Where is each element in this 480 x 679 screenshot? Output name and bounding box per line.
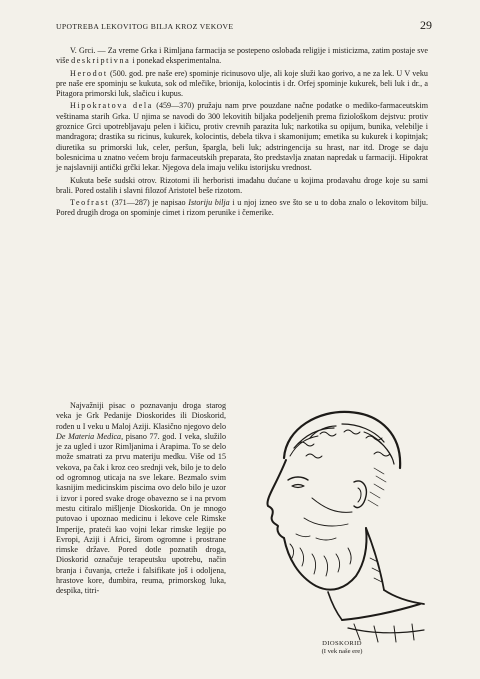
- teofrast-book-title: Istoriju bilja: [188, 198, 230, 208]
- greeks-label: V. Grci.: [70, 46, 96, 55]
- paragraph-greeks: [56, 46, 428, 67]
- dioskorid-book-title: De Materia Medica,: [56, 431, 124, 441]
- paragraph-hippocrates: [56, 101, 428, 173]
- dioskorid-text-a: Najvažniji pisac o poznavanju droga starog veka je Grk Pedanije Dioskorides ili Dioskorid, rođen u I veku u Maloj Aziji. Klasično njegovo delo: [56, 401, 226, 431]
- paragraph-herodot: [56, 69, 428, 100]
- dioskorid-text-b: pisano 77. god. I veka, služilo je za ugled i uzor Rimljanima i Arapima. To se delo može smatrati za prvu materiju medku. Više od 15 vekova, pa čak i kroz ceo srednji vek, bilo je to delo od ogromnog uticaja na sve lekare. Bezmalo svim kasnijim medicinskim piscima ovo delo bilo je uzor i izvor i pored svake droge obavezno se i na prvom mestu citiralo mišljenje Dioskorida. On je mnogo putovao i upoznao medicinu i lekove cele Rimske Imperije, prateći kao vojni lekar rimske legije po Evropi, Aziji i Africi, širom ogromne i prostrane rimske države. Pored dotle poznatih droga, Dioskorid označuje terapeutsku upotrebu, način branja i čuvanja, crteže i falsifikate još i odoljena, hrastove kore, đumbira, reuma, primorskog luka, despika, titri-: [56, 431, 226, 596]
- main-text-column: [56, 46, 428, 221]
- herodot-name: Herodot: [70, 68, 108, 78]
- kukuta-text: Kukuta beše sudski otrov. Rizotomi ili herboristi imađahu dućane u kojima prodavahu droge koje su sami brali. Pored ostalih i slavni filozof Aristotel beše rizotom.: [56, 175, 428, 195]
- dioskorid-column: [56, 401, 226, 597]
- paragraph-teofrast: [56, 198, 428, 219]
- caption-name: DIOSKORID: [322, 640, 362, 647]
- dioskorid-portrait-illustration: [224, 398, 434, 643]
- teofrast-text-b: i u njoj izneo sve što se u to doba znalo o lekovitom bilju. Pored drugih droga on spominje cimet i rizom perunike i čemerike.: [56, 198, 428, 218]
- teofrast-text-a: (371—287) je napisao: [111, 198, 186, 208]
- caption-era: (I vek naše ere): [321, 648, 363, 656]
- paragraph-kukuta: [56, 176, 428, 197]
- greeks-end: i ponekad eksperimentalna.: [132, 56, 222, 66]
- herodot-text: (500. god. pre naše ere) spominje ricinusovo ulje, ali koje služi kao gorivo, a ne za lek. U V veku pre naše ere spominju se kukuta, sok od mlečike, brionija, kolocintis i dr. Orfej spominje kukurek, beli luk i dr., a Pitagora primorski luk, slačicu i kupus.: [56, 68, 428, 99]
- greeks-spaced-word: deskriptivna: [71, 56, 131, 66]
- teofrast-name: Teofrast: [70, 198, 110, 208]
- hippocrates-name: Hipokratova dela: [70, 101, 153, 111]
- page-number: 29: [420, 18, 432, 32]
- running-head: UPOTREBA LEKOVITOG BILJA KROZ VEKOVE: [56, 22, 234, 31]
- greeks-text: — Za vreme Grka i Rimljana farmacija se postepeno oslobađa religije i misticizma, zatim postaje sve više: [56, 46, 428, 66]
- hippocrates-text: (459—370) pružaju nam prve pouzdane načne podatke o mediko-farmaceutskim veštinama starih Grka. U njima se navodi do 300 lekovitih biljaka podeljenih prema fiziološkom dejstvu: protiv groznice Grci upotrebljavaju pelen i kičicu, protiv crevnih parazita luk; narkotika su opijum, bunika, velebilje i mandragora; drastika su ricinus, kukurek, kolocintis, debela tikva i skamonijum; emetika su kukurek i kopitnjak; diuretika su primorski luk, celer, peršun, špargla, beli luk; adstringencija su hrast, nar itd. Droge se daju bolesnicima u znatno većem broju farmaceutskih preparata, što predstavlja znatan napredak u farmaciji. Hipokrat je najslavniji antički grčki lekar. Njegova dela imaju veliku istorijsku vrednost.: [56, 101, 429, 173]
- paragraph-dioskorid: [56, 401, 226, 597]
- portrait-caption: [282, 640, 402, 656]
